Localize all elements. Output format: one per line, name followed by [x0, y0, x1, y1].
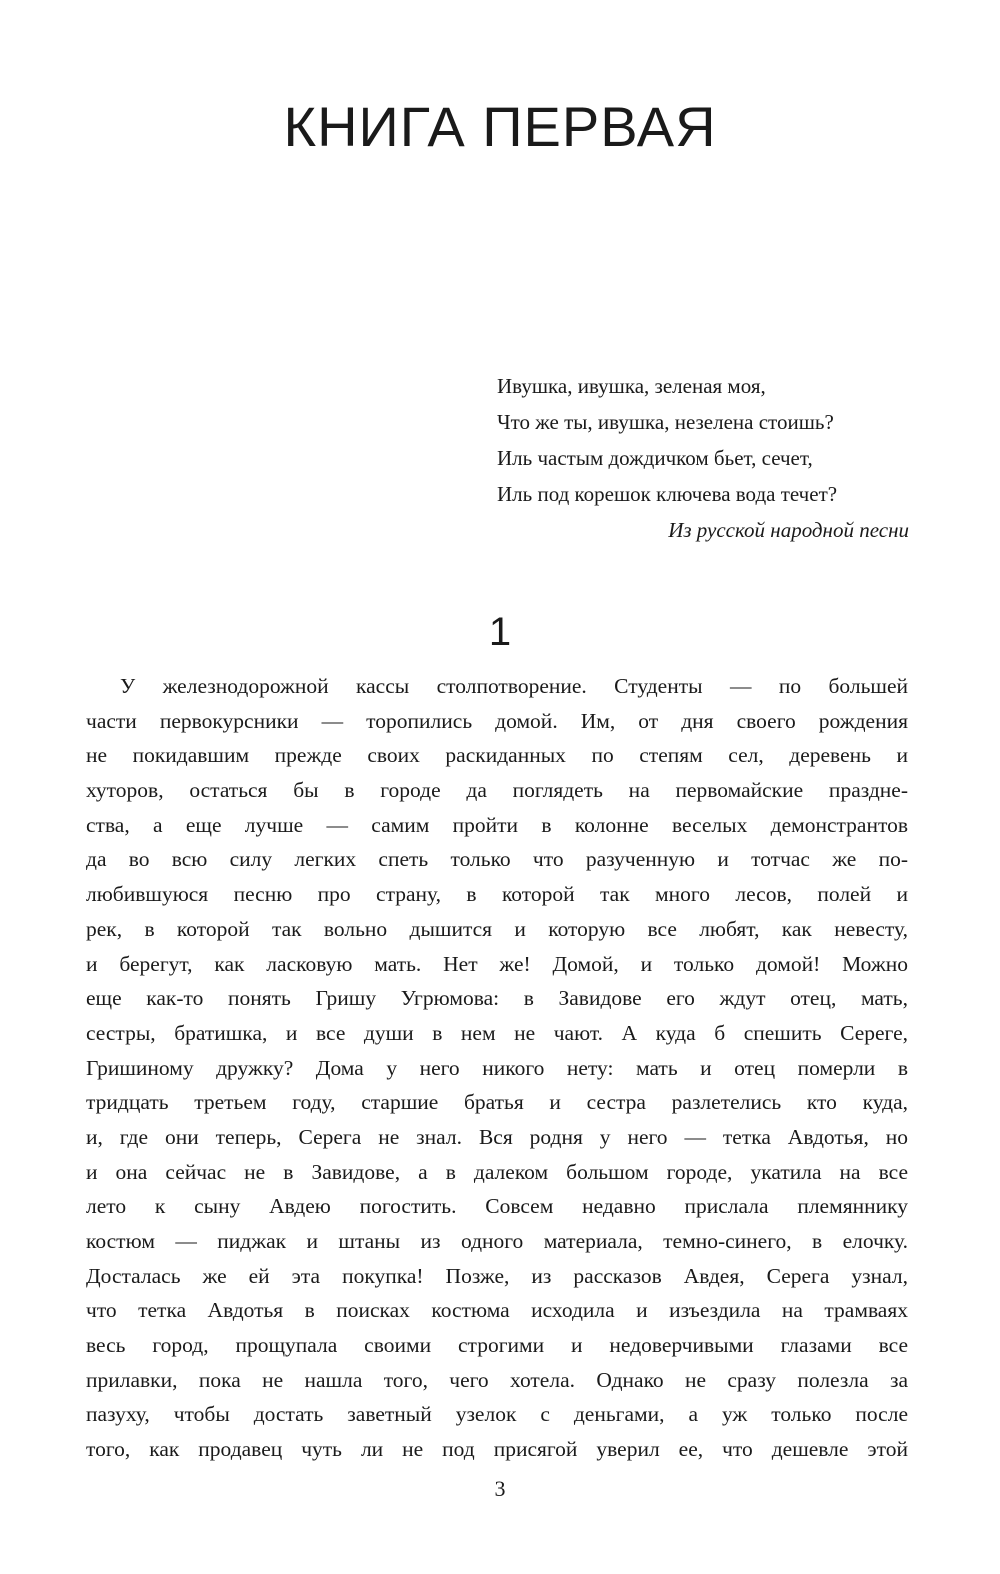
text-line: ства, а еще лучше — самим пройти в колонне веселых демонстрантов	[86, 812, 908, 837]
epigraph-line: Иль под корешок ключева вода течет?	[497, 482, 838, 506]
text-line: не покидавшим прежде своих раскиданных по степям сел, деревень и	[86, 743, 908, 768]
text-line: рек, в которой так вольно дышится и которую все любят, как невесту,	[86, 916, 908, 941]
book-title: КНИГА ПЕРВАЯ	[283, 95, 717, 158]
epigraph-line: Что же ты, ивушка, незелена стоишь?	[497, 410, 834, 434]
text-line: хуторов, остаться бы в городе да поглядеть на первомайские праздне-	[86, 778, 908, 803]
page-number: 3	[494, 1476, 506, 1501]
text-line: того, как продавец чуть ли не под присягой уверил ее, что дешевле этой	[86, 1437, 908, 1462]
epigraph-line: Ивушка, ивушка, зеленая моя,	[497, 374, 766, 398]
text-line: Досталась же ей эта покупка! Позже, из рассказов Авдея, Серега узнал,	[86, 1263, 908, 1288]
text-line: пазуху, чтобы достать заветный узелок с деньгами, а уж только после	[86, 1402, 908, 1427]
text-line: да во всю силу легких спеть только что разученную и тотчас же по-	[86, 847, 908, 872]
chapter-text	[86, 669, 908, 1467]
text-line: тридцать третьем году, старшие братья и сестра разлетелись кто куда,	[86, 1090, 908, 1115]
text-line: лето к сыну Авдею погостить. Совсем недавно прислала племяннику	[86, 1194, 908, 1219]
text-line: еще как-то понять Гришу Угрюмова: в Завидове его ждут отец, мать,	[86, 986, 908, 1011]
chapter-number: 1	[488, 610, 512, 654]
text-line: весь город, прощупала своими строгими и недоверчивыми глазами все	[86, 1333, 908, 1358]
text-line: части первокурсники — торопились домой. Им, от дня своего рождения	[86, 708, 908, 733]
text-line: что тетка Авдотья в поисках костюма исходила и изъездила на трамваях	[86, 1298, 908, 1323]
text-line: сестры, братишка, и все души в нем не чают. А куда б спешить Сереге,	[86, 1020, 908, 1045]
epigraph-line: Иль частым дождичком бьет, сечет,	[497, 446, 813, 470]
epigraph	[497, 368, 917, 548]
epigraph-source: Из русской народной песни	[668, 518, 909, 542]
text-line: костюм — пиджак и штаны из одного материала, темно-синего, в елочку.	[86, 1229, 908, 1253]
text-line: прилавки, пока не нашла того, чего хотела. Однако не сразу полезла за	[86, 1367, 908, 1392]
text-line: и она сейчас не в Завидове, а в далеком большом городе, укатила на все	[86, 1159, 908, 1184]
text-line: У железнодорожной кассы столпотворение. Студенты — по большей	[120, 674, 908, 698]
text-line: и, где они теперь, Серега не знал. Вся родня у него — тетка Авдотья, но	[86, 1124, 908, 1149]
text-line: и берегут, как ласковую мать. Нет же! Домой, и только домой! Можно	[86, 951, 908, 976]
text-line: Гришиному дружку? Дома у него никого нету: мать и отец померли в	[86, 1055, 908, 1080]
text-line: любившуюся песню про страну, в которой так много лесов, полей и	[86, 882, 908, 907]
